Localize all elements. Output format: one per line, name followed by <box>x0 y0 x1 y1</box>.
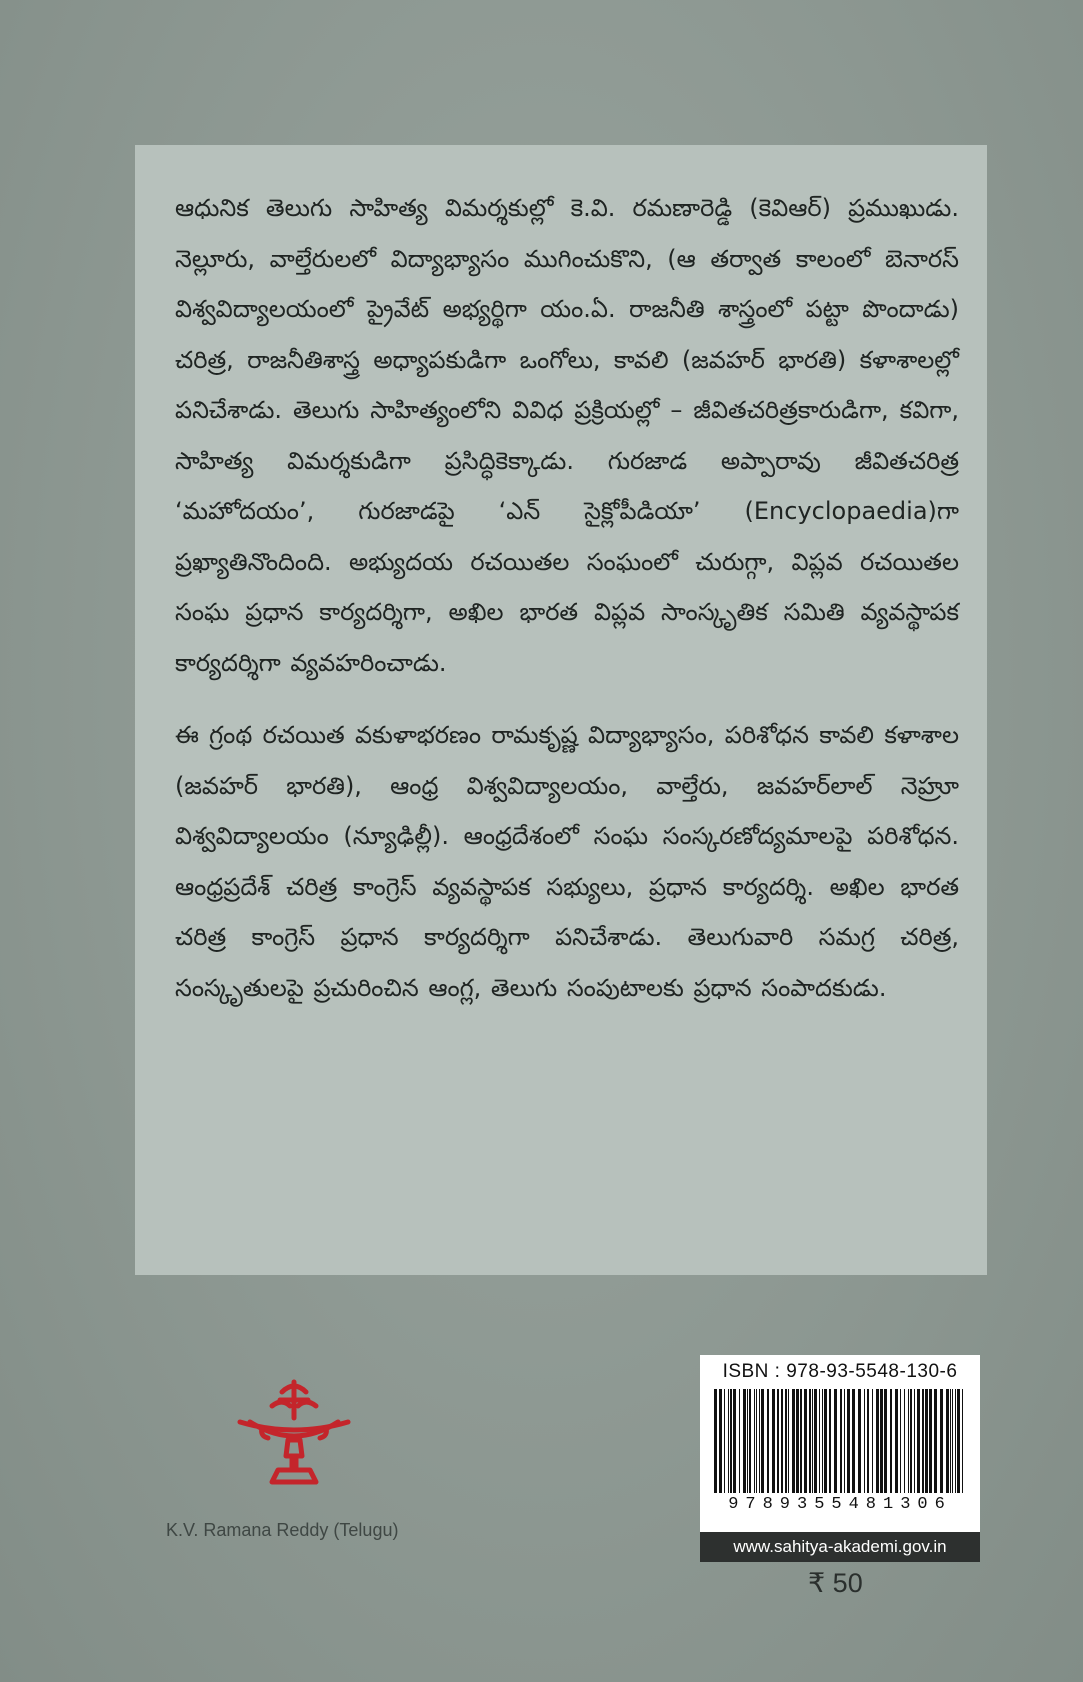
price-label: ₹ 50 <box>808 1568 863 1598</box>
website-url: www.sahitya-akademi.gov.in <box>700 1532 980 1562</box>
sahitya-akademi-lamp-logo-icon <box>232 1378 356 1486</box>
barcode-digits: 9789355481306 <box>728 1495 952 1514</box>
blurb-panel <box>135 145 987 1275</box>
author-credit: K.V. Ramana Reddy (Telugu) <box>166 1520 399 1540</box>
barcode-box <box>700 1355 980 1532</box>
isbn-label: ISBN : 978-93-5548-130-6 <box>722 1361 958 1382</box>
blurb-paragraph-author: ఆధునిక తెలుగు సాహిత్య విమర్శకుల్లో కె.వి. రమణారెడ్డి (కెవిఆర్) ప్రముఖుడు. నెల్లూరు, వాల్తేరులలో విద్యాభ్యాసం ముగించుకొని, (ఆ తర్వాత కాలంలో బెనారస్ విశ్వవిద్యాలయంలో ప్రైవేట్ అభ్యర్థిగా యం.ఏ. రాజనీతి శాస్త్రంలో పట్టా పొందాడు) చరిత్ర, రాజనీతిశాస్త్ర అధ్యాపకుడిగా ఒంగోలు, కావలి (జవహర్ భారతి) కళాశాలల్లో పనిచేశాడు. తెలుగు సాహిత్యంలోని వివిధ ప్రక్రియల్లో – జీవితచరిత్రకారుడిగా, కవిగా, సాహిత్య విమర్శకుడిగా ప్రసిద్ధికెక్కాడు. గురజాడ అప్పారావు జీవితచరిత్ర ‘మహోదయం’, గురజాడపై ‘ఎన్ సైక్లోపీడియా’ (Encyclopaedia)గా ప్రఖ్యాతినొందింది. అభ్యుదయ రచయితల సంఘంలో చురుగ్గా, విప్లవ రచయితల సంఘ ప్రధాన కార్యదర్శిగా, అఖిల భారత విప్లవ సాంస్కృతిక సమితి వ్యవస్థాపక కార్యదర్శిగా వ్యవహరించాడు. <box>175 194 959 677</box>
blurb-paragraph-writer: ఈ గ్రంథ రచయిత వకుళాభరణం రామకృష్ణ విద్యాభ్యాసం, పరిశోధన కావలి కళాశాల (జవహర్ భారతి), ఆంధ్ర విశ్వవిద్యాలయం, వాల్తేరు, జవహర్‌లాల్ నెహ్రూ విశ్వవిద్యాలయం (న్యూఢిల్లీ). ఆంధ్రదేశంలో సంఘ సంస్కరణోద్యమాలపై పరిశోధన. ఆంధ్రప్రదేశ్ చరిత్ర కాంగ్రెస్ వ్యవస్థాపక సభ్యులు, ప్రధాన కార్యదర్శి. అఖిల భారత చరిత్ర కాంగ్రెస్ ప్రధాన కార్యదర్శిగా పనిచేశాడు. తెలుగువారి సమగ్ర చరిత్ర, సంస్కృతులపై ప్రచురించిన ఆంగ్ల, తెలుగు సంపుటాలకు ప్రధాన సంపాదకుడు. <box>175 721 959 1002</box>
barcode-bars <box>710 1389 970 1493</box>
